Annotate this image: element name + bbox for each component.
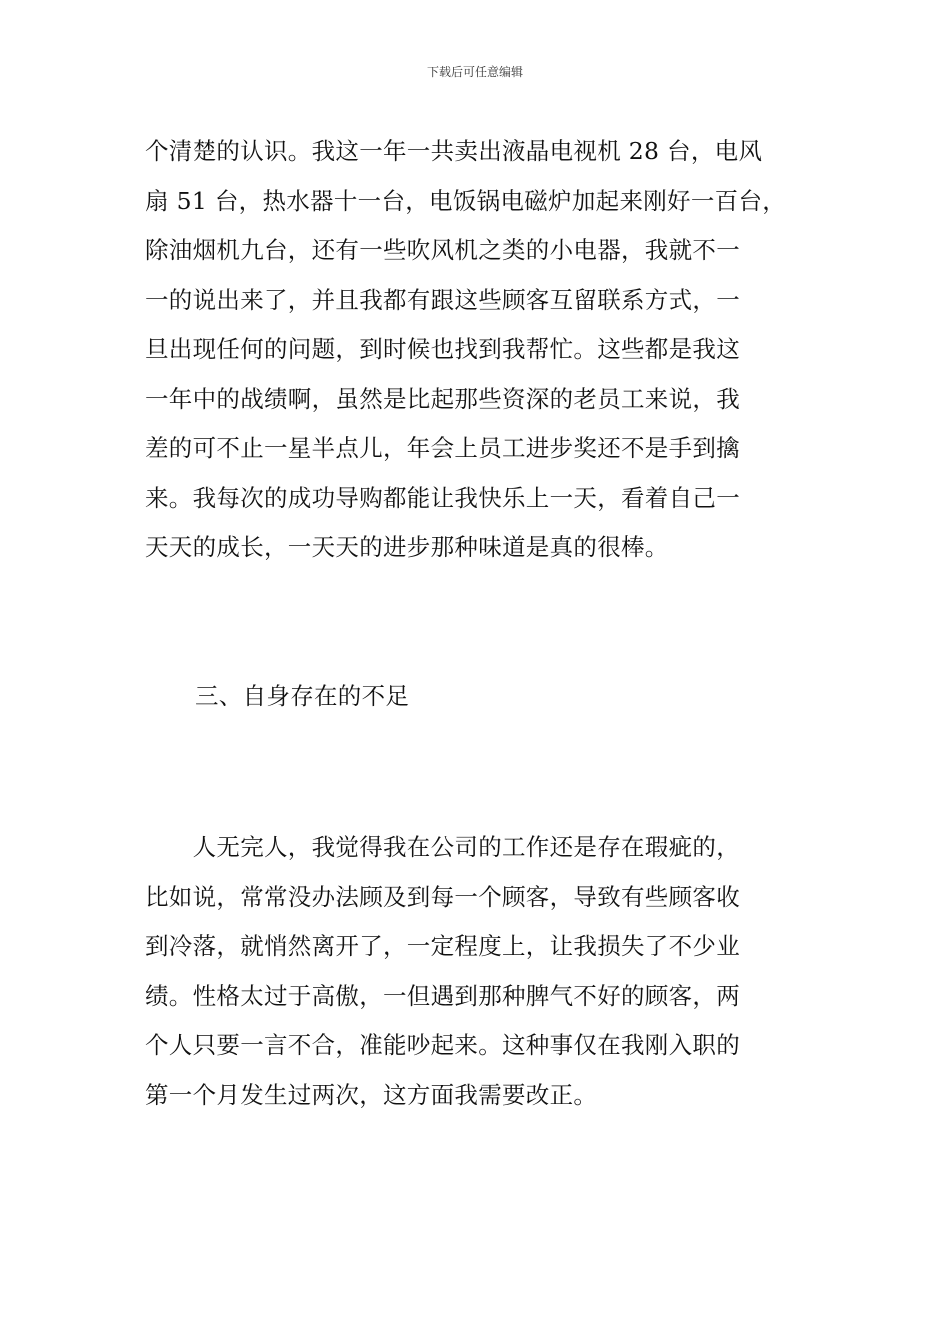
body-paragraph-1 bbox=[145, 127, 810, 573]
text-line: 个人只要一言不合，准能吵起来。这种事仅在我刚入职的 bbox=[145, 1031, 740, 1059]
body-paragraph-2 bbox=[145, 823, 810, 1120]
text-line: 一年中的战绩啊，虽然是比起那些资深的老员工来说，我 bbox=[145, 384, 740, 413]
text-line: 人无完人，我觉得我在公司的工作还是存在瑕疵的， bbox=[145, 833, 740, 861]
text-line: 到冷落，就悄然离开了，一定程度上，让我损失了不少业 bbox=[145, 932, 740, 960]
text-line: 扇 51 台，热水器十一台，电饭锅电磁炉加起来刚好一百台， bbox=[145, 186, 787, 215]
section-heading: 三、自身存在的不足 bbox=[195, 682, 410, 710]
text-line: 天天的成长，一天天的进步那种味道是真的很棒。 bbox=[145, 533, 669, 561]
page-header: 下载后可任意编辑 bbox=[426, 65, 523, 79]
text-line: 个清楚的认识。我这一年一共卖出液晶电视机 28 台，电风 bbox=[145, 137, 763, 165]
text-line: 比如说，常常没办法顾及到每一个顾客，导致有些顾客收 bbox=[145, 882, 740, 911]
text-line: 来。我每次的成功导购都能让我快乐上一天，看着自己一 bbox=[145, 483, 740, 512]
text-line: 绩。性格太过于高傲，一但遇到那种脾气不好的顾客，两 bbox=[145, 981, 740, 1010]
text-line: 第一个月发生过两次，这方面我需要改正。 bbox=[145, 1080, 598, 1109]
text-line: 旦出现任何的问题，到时候也找到我帮忙。这些都是我这 bbox=[145, 335, 740, 363]
text-line: 除油烟机九台，还有一些吹风机之类的小电器，我就不一 bbox=[145, 236, 740, 264]
text-line: 差的可不止一星半点儿，年会上员工进步奖还不是手到擒 bbox=[145, 434, 740, 462]
text-line: 一的说出来了，并且我都有跟这些顾客互留联系方式，一 bbox=[145, 285, 740, 314]
